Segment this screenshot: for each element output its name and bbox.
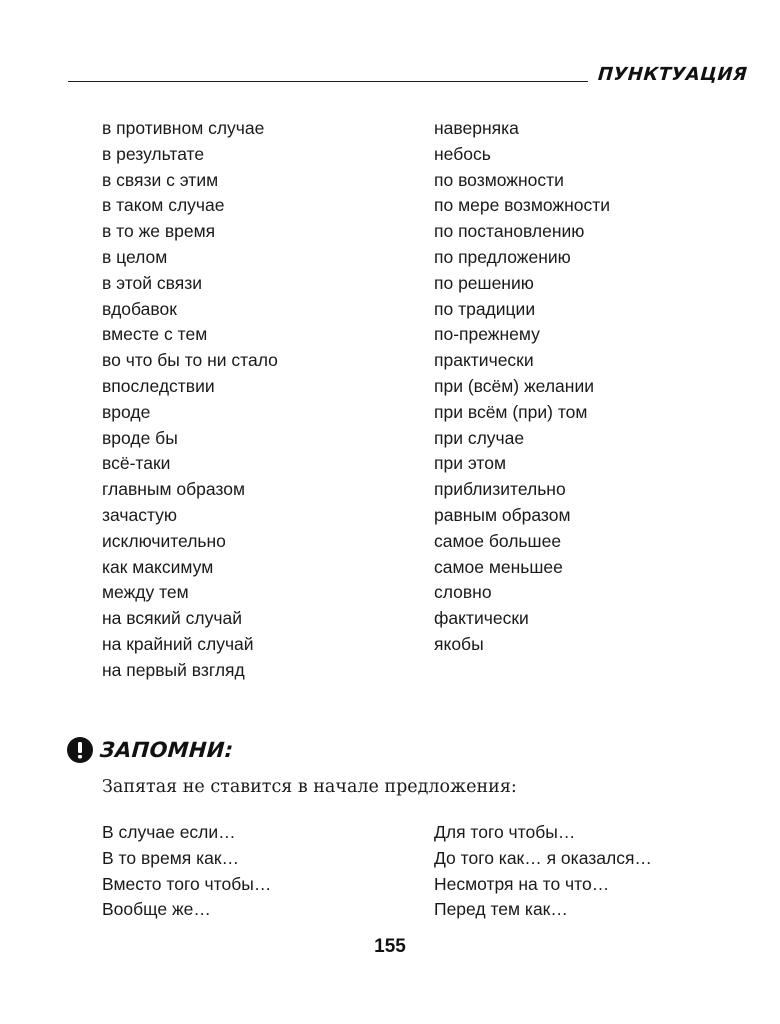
phrase-item: по предложению — [434, 246, 571, 267]
example-item: Несмотря на то что… — [434, 873, 610, 894]
phrase-item: в результате — [102, 143, 205, 164]
example-item: Вместо того чтобы… — [102, 873, 272, 894]
phrase-item: при случае — [434, 427, 525, 448]
phrase-item: при всём (при) том — [434, 401, 588, 422]
phrase-item: по мере возможности — [434, 195, 611, 216]
phrase-item: вроде — [102, 401, 151, 422]
phrase-item: в то же время — [102, 221, 216, 242]
phrase-item: самое большее — [434, 530, 562, 551]
phrase-item: в связи с этим — [102, 169, 219, 190]
phrase-item: при этом — [434, 453, 506, 474]
remember-title: ЗАПОМНИ: — [99, 738, 235, 762]
phrase-item: на всякий случай — [102, 608, 242, 629]
phrase-item: зачастую — [102, 504, 178, 525]
phrase-item: словно — [434, 582, 492, 603]
phrase-item: равным образом — [434, 504, 571, 525]
example-item: Для того чтобы… — [434, 822, 576, 842]
header-rule — [68, 81, 588, 82]
phrase-item: наверняка — [434, 118, 519, 138]
phrase-list-left — [102, 116, 278, 684]
phrase-item: впоследствии — [102, 375, 215, 396]
phrase-item: якобы — [434, 633, 484, 654]
example-item: До того как… я оказался… — [434, 847, 652, 868]
phrase-item: в целом — [102, 246, 168, 267]
phrase-list-right — [434, 116, 610, 658]
example-item: В случае если… — [102, 822, 236, 842]
phrase-item: в противном случае — [102, 118, 265, 138]
phrase-item: приблизительно — [434, 479, 566, 500]
example-item: Вообще же… — [102, 899, 211, 920]
phrase-item: главным образом — [102, 479, 245, 500]
phrase-item: между тем — [102, 582, 189, 603]
phrase-item: по решению — [434, 272, 534, 293]
phrase-item: в таком случае — [102, 195, 225, 216]
phrase-item: практически — [434, 350, 534, 371]
example-list-left — [102, 820, 271, 923]
phrase-item: всё-таки — [102, 453, 171, 474]
phrase-item: вроде бы — [102, 427, 178, 448]
example-list-right — [434, 820, 652, 923]
phrase-item: по-прежнему — [434, 324, 540, 345]
exclamation-circle-icon — [67, 737, 93, 763]
phrase-item: при (всём) желании — [434, 375, 594, 396]
phrase-item: как максимум — [102, 556, 214, 577]
phrase-item: исключительно — [102, 530, 226, 551]
phrase-item: фактически — [434, 608, 529, 629]
phrase-item: по возможности — [434, 169, 564, 190]
phrase-item: небось — [434, 143, 491, 164]
phrase-item: по постановлению — [434, 221, 585, 242]
section-title: ПУНКТУАЦИЯ — [597, 64, 749, 85]
page-number: 155 — [374, 936, 406, 957]
phrase-item: самое меньшее — [434, 556, 563, 577]
phrase-item: в этой связи — [102, 272, 203, 293]
phrase-item: вместе с тем — [102, 324, 208, 345]
remember-block — [67, 735, 233, 765]
phrase-item: на первый взгляд — [102, 659, 245, 680]
phrase-item: во что бы то ни стало — [102, 350, 278, 371]
phrase-item: на крайний случай — [102, 633, 254, 654]
phrase-item: вдобавок — [102, 298, 177, 319]
rule-text: Запятая не ставится в начале предложения: — [102, 777, 517, 797]
phrase-item: по традиции — [434, 298, 536, 319]
example-item: В то время как… — [102, 847, 240, 868]
example-item: Перед тем как… — [434, 899, 568, 920]
